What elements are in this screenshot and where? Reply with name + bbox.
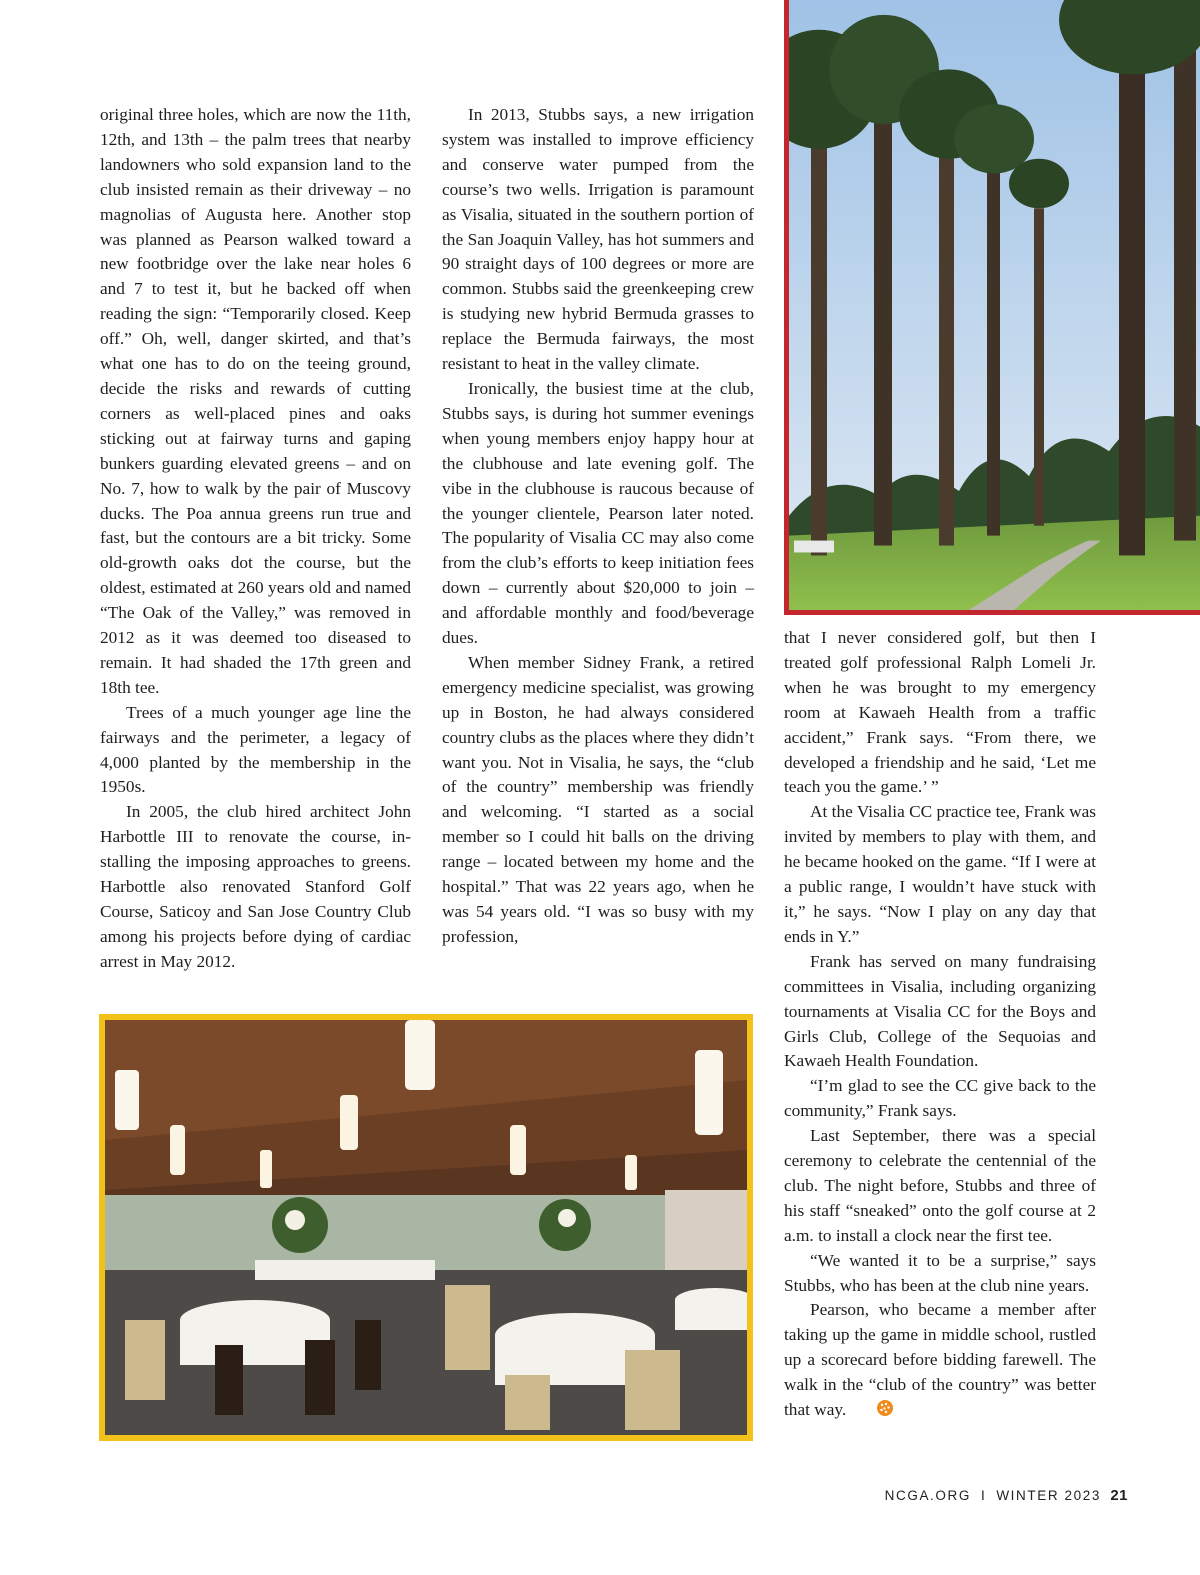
- golf-ball-end-mark-icon: [850, 1399, 894, 1425]
- paragraph: In 2013, Stubbs says, a new irrigation system was installed to improve efficiency and conserve water pumped from the course’s two wells. Irrigation is paramount as Visalia, situated in the southern portion of the San Joaquin Valley, has hot summers and 90 straight days of 100 degrees or more are common. Stubbs said the greenkeeping crew is studying new hybrid Bermuda grasses to replace the Bermuda fairways, the most resistant to heat in the valley climate.: [442, 105, 754, 374]
- paragraph: Ironically, the busiest time at the club, Stubbs says, is during hot summer evenings when young members enjoy happy hour at the clubhouse and late evening golf. The vibe in the clubhouse is raucous because of the younger clientele, Pearson later noted. The popularity of Visalia CC may also come from the club’s efforts to keep initiation fees down – currently about $20,000 to join – and affordable monthly and food/beverage dues.: [442, 378, 754, 648]
- banquet-hall-photo: [99, 1014, 753, 1441]
- paragraph: When member Sidney Frank, a retired emergency medicine specialist, was growing up in Boston, he had always considered country clubs as the places where they didn’t want you. Not in Visalia, he says, the “club of the country” membership was friendly and welcoming. “I started as a social member so I could hit balls on the driving range – located between my home and the hospital.” That was 22 years ago, when he was 54 years old. “I was so busy with my profession,: [442, 652, 754, 946]
- paragraph: [784, 1298, 1096, 1425]
- paragraph: Frank has served on many fundraising committees in Visalia, including organizing tournaments at Visalia CC for the Boys and Girls Club, College of the Sequoias and Kawaeh Health Foundation.: [784, 951, 1096, 1071]
- paragraph: In 2005, the club hired architect John Harbottle III to renovate the course, installing the imposing approaches to greens. Harbottle also renovated Stanford Golf Course, Saticoy and San Jose Country Club among his projects before dying of cardiac arrest in May 2012.: [100, 802, 411, 971]
- paragraph-text: Pearson, who became a member after taking up the game in middle school, rustled up a scorecard before bidding farewell. The walk in the “club of the country” was better that way.: [784, 1300, 1096, 1420]
- paragraph: “We wanted it to be a surprise,” says Stubbs, who has been at the club nine years.: [784, 1250, 1096, 1295]
- footer-issue: WINTER 2023: [996, 1488, 1101, 1503]
- paragraph: “I’m glad to see the CC give back to the community,” Frank says.: [784, 1076, 1096, 1121]
- palm-trees-photo: [784, 0, 1200, 615]
- article-column-1: [100, 103, 411, 975]
- page-number: 21: [1110, 1487, 1128, 1504]
- paragraph: Last September, there was a special ceremony to celebrate the centennial of the club. The night before, Stubbs and three of his staff “sneaked” onto the golf course at 2 a.m. to install a clock near the first tee.: [784, 1126, 1096, 1245]
- article-column-3: [784, 626, 1096, 1425]
- paragraph: that I never considered golf, but then I treated golf professional Ralph Lomeli Jr. when he was brought to my emergency room at Kawaeh Health from a traffic accident,” Frank says. “From there, we developed a friendship and he said, ‘Let me teach you the game.’ ”: [784, 628, 1096, 797]
- article-column-2: [442, 103, 754, 950]
- paragraph: At the Visalia CC practice tee, Frank was invited by members to play with them, and he became hooked on the game. “If I were at a public range, I wouldn’t have stuck with it,” he says. “Now I play on any day that ends in Y.”: [784, 802, 1096, 946]
- page-footer: [885, 1487, 1128, 1504]
- footer-site: NCGA.ORG: [884, 1488, 971, 1503]
- footer-separator: I: [980, 1488, 987, 1503]
- paragraph: Trees of a much younger age line the fairways and the perimeter, a legacy of 4,000 planted by the membership in the 1950s.: [100, 702, 411, 797]
- paragraph: original three holes, which are now the 11th, 12th, and 13th – the palm trees that nearby landowners who sold expansion land to the club insisted remain as their driveway – no magnolias of Augusta here. Another stop was planned as Pearson walked toward a new footbridge over the lake near holes 6 and 7 to test it, but he backed off when reading the sign: “Temporarily closed. Keep off.” Oh, well, danger skirted, and that’s what one has to do on the teeing ground, decide the risks and rewards of cutting corners as well-placed pines and oaks sticking out at fairway turns and gaping bunkers guarding elevated greens – and on No. 7, how to walk by the pair of Muscovy ducks. The Poa annua greens run true and fast, but the contours are a bit tricky. Some old-growth oaks dot the course, but the oldest, estimated at 260 years old and named “The Oak of the Valley,” was removed in 2012 as it was deemed too diseased to remain. It had shaded the 17th green and 18th tee.: [100, 105, 411, 697]
